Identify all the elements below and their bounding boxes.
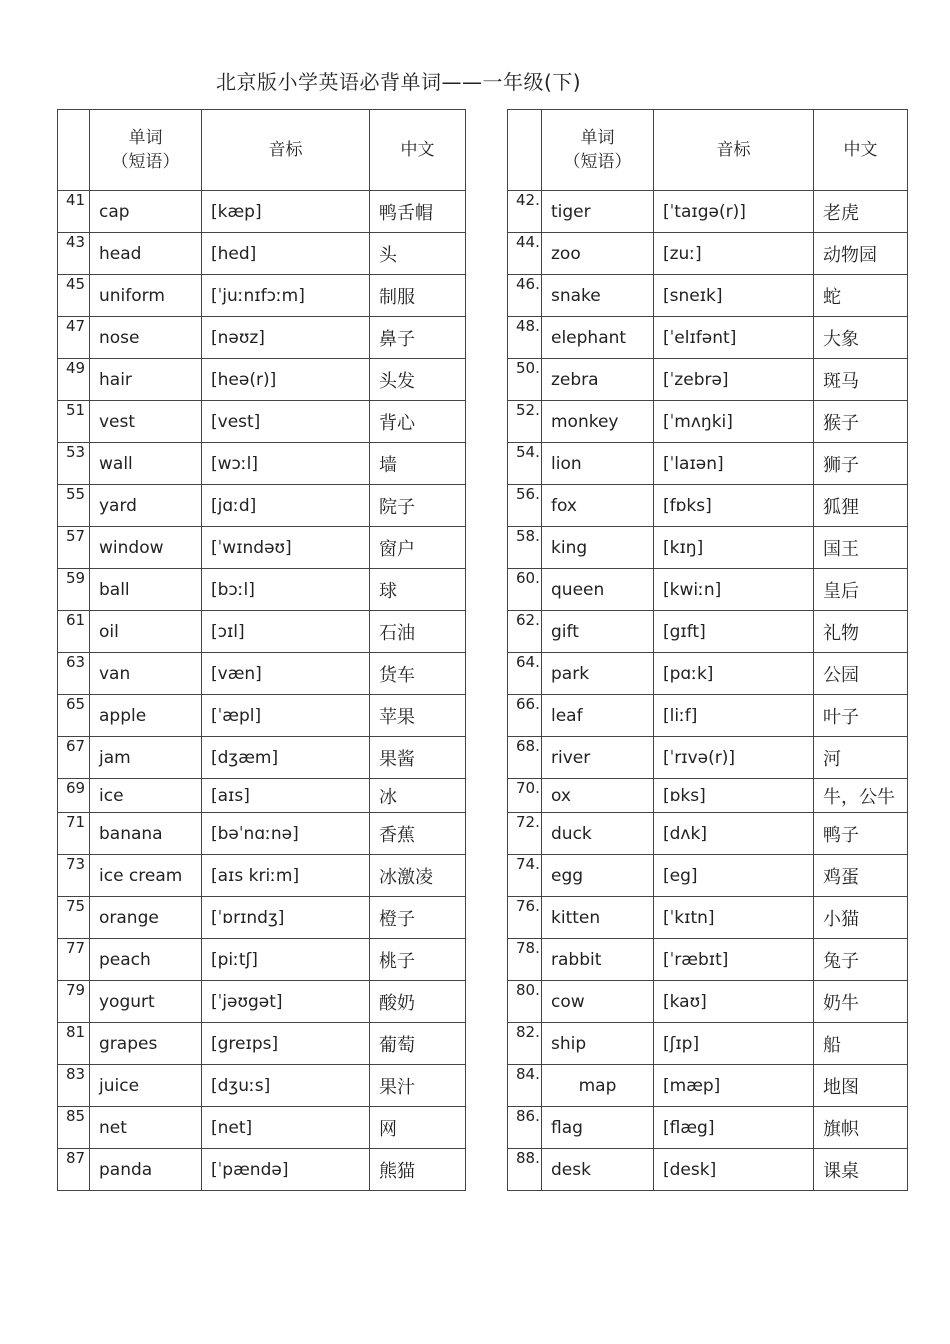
entry-number: 51 xyxy=(58,401,90,443)
table-row xyxy=(508,737,908,779)
entry-number: 52. xyxy=(508,401,542,443)
entry-phonetic: [aɪs kriːm] xyxy=(202,855,370,897)
entry-chinese: 蛇 xyxy=(814,275,908,317)
entry-number: 49 xyxy=(58,359,90,401)
entry-phonetic: [væn] xyxy=(202,653,370,695)
entry-number: 53 xyxy=(58,443,90,485)
entry-word: snake xyxy=(542,275,654,317)
entry-chinese: 窗户 xyxy=(370,527,466,569)
entry-phonetic: [ˈæpl] xyxy=(202,695,370,737)
entry-number: 67 xyxy=(58,737,90,779)
entry-chinese: 石油 xyxy=(370,611,466,653)
entry-number: 50. xyxy=(508,359,542,401)
entry-word: kitten xyxy=(542,897,654,939)
entry-chinese: 动物园 xyxy=(814,233,908,275)
entry-word: jam xyxy=(90,737,202,779)
table-row xyxy=(508,1023,908,1065)
entry-phonetic: [ˈkɪtn] xyxy=(654,897,814,939)
entry-chinese: 小猫 xyxy=(814,897,908,939)
entry-number: 66. xyxy=(508,695,542,737)
entry-number: 48. xyxy=(508,317,542,359)
entry-chinese: 球 xyxy=(370,569,466,611)
table-row xyxy=(58,897,466,939)
entry-word: hair xyxy=(90,359,202,401)
entry-number: 44. xyxy=(508,233,542,275)
entry-chinese: 网 xyxy=(370,1107,466,1149)
entry-number: 45 xyxy=(58,275,90,317)
entry-chinese: 鸡蛋 xyxy=(814,855,908,897)
table-row xyxy=(508,855,908,897)
entry-chinese: 头 xyxy=(370,233,466,275)
entry-number: 63 xyxy=(58,653,90,695)
entry-number: 58. xyxy=(508,527,542,569)
entry-phonetic: [fɒks] xyxy=(654,485,814,527)
table-row xyxy=(508,1065,908,1107)
table-row xyxy=(508,653,908,695)
entry-word: van xyxy=(90,653,202,695)
table-row xyxy=(58,653,466,695)
entry-word: cow xyxy=(542,981,654,1023)
entry-phonetic: [greɪps] xyxy=(202,1023,370,1065)
entry-phonetic: [eg] xyxy=(654,855,814,897)
entry-number: 76. xyxy=(508,897,542,939)
table-row xyxy=(58,855,466,897)
entry-word: tiger xyxy=(542,191,654,233)
entry-word: apple xyxy=(90,695,202,737)
header-cn: 中文 xyxy=(370,110,466,191)
entry-phonetic: [heə(r)] xyxy=(202,359,370,401)
entry-number: 83 xyxy=(58,1065,90,1107)
entry-word: gift xyxy=(542,611,654,653)
table-row xyxy=(508,527,908,569)
entry-word: peach xyxy=(90,939,202,981)
entry-chinese: 墙 xyxy=(370,443,466,485)
entry-number: 43 xyxy=(58,233,90,275)
entry-phonetic: [jɑːd] xyxy=(202,485,370,527)
table-row xyxy=(508,1149,908,1191)
entry-chinese: 船 xyxy=(814,1023,908,1065)
entry-phonetic: [kaʊ] xyxy=(654,981,814,1023)
table-row xyxy=(58,737,466,779)
entry-phonetic: [ˈwɪndəʊ] xyxy=(202,527,370,569)
table-row xyxy=(508,939,908,981)
entry-word: ice cream xyxy=(90,855,202,897)
table-row xyxy=(508,401,908,443)
table-row xyxy=(58,191,466,233)
entry-chinese: 地图 xyxy=(814,1065,908,1107)
entry-phonetic: [piːtʃ] xyxy=(202,939,370,981)
entry-word: flag xyxy=(542,1107,654,1149)
entry-word: orange xyxy=(90,897,202,939)
entry-word: lion xyxy=(542,443,654,485)
entry-number: 79 xyxy=(58,981,90,1023)
entry-phonetic: [aɪs] xyxy=(202,779,370,813)
table-row xyxy=(508,611,908,653)
entry-number: 73 xyxy=(58,855,90,897)
entry-word: monkey xyxy=(542,401,654,443)
entry-chinese: 香蕉 xyxy=(370,813,466,855)
table-row xyxy=(58,1107,466,1149)
entry-word: cap xyxy=(90,191,202,233)
table-row xyxy=(508,569,908,611)
entry-chinese: 奶牛 xyxy=(814,981,908,1023)
entry-phonetic: [ˈræbɪt] xyxy=(654,939,814,981)
header-word-line1: 单词 xyxy=(580,128,615,148)
entry-phonetic: [ʃɪp] xyxy=(654,1023,814,1065)
entry-chinese: 旗帜 xyxy=(814,1107,908,1149)
entry-chinese: 鸭舌帽 xyxy=(370,191,466,233)
entry-chinese: 冰激凌 xyxy=(370,855,466,897)
entry-phonetic: [pɑːk] xyxy=(654,653,814,695)
entry-chinese: 兔子 xyxy=(814,939,908,981)
entry-number: 54. xyxy=(508,443,542,485)
entry-word: ox xyxy=(542,779,654,813)
entry-chinese: 牛，公牛 xyxy=(814,779,908,813)
entry-number: 57 xyxy=(58,527,90,569)
entry-number: 75 xyxy=(58,897,90,939)
table-row xyxy=(508,233,908,275)
table-row xyxy=(508,317,908,359)
entry-word: king xyxy=(542,527,654,569)
entry-phonetic: [flæg] xyxy=(654,1107,814,1149)
header-cn: 中文 xyxy=(814,110,908,191)
entry-phonetic: [dʒæm] xyxy=(202,737,370,779)
entry-number: 71 xyxy=(58,813,90,855)
table-row xyxy=(58,443,466,485)
header-row xyxy=(58,110,466,191)
entry-word: queen xyxy=(542,569,654,611)
entry-word: head xyxy=(90,233,202,275)
table-row xyxy=(508,275,908,317)
entry-number: 47 xyxy=(58,317,90,359)
header-num xyxy=(508,110,542,191)
table-row xyxy=(58,317,466,359)
entry-number: 72. xyxy=(508,813,542,855)
header-num xyxy=(58,110,90,191)
entry-chinese: 狐狸 xyxy=(814,485,908,527)
entry-word: park xyxy=(542,653,654,695)
entry-chinese: 冰 xyxy=(370,779,466,813)
entry-word: fox xyxy=(542,485,654,527)
entry-chinese: 礼物 xyxy=(814,611,908,653)
header-ipa: 音标 xyxy=(202,110,370,191)
entry-phonetic: [kɪŋ] xyxy=(654,527,814,569)
entry-chinese: 酸奶 xyxy=(370,981,466,1023)
table-row xyxy=(508,779,908,813)
entry-phonetic: [ɒks] xyxy=(654,779,814,813)
entry-phonetic: [bəˈnɑːnə] xyxy=(202,813,370,855)
table-row xyxy=(58,611,466,653)
entry-word: river xyxy=(542,737,654,779)
entry-chinese: 狮子 xyxy=(814,443,908,485)
table-row xyxy=(508,359,908,401)
table-row xyxy=(58,981,466,1023)
vocab-table-left-body xyxy=(58,191,466,1191)
entry-word: desk xyxy=(542,1149,654,1191)
entry-chinese: 葡萄 xyxy=(370,1023,466,1065)
table-row xyxy=(58,779,466,813)
entry-number: 62. xyxy=(508,611,542,653)
entry-chinese: 桃子 xyxy=(370,939,466,981)
entry-word: wall xyxy=(90,443,202,485)
entry-phonetic: [hed] xyxy=(202,233,370,275)
entry-word: banana xyxy=(90,813,202,855)
entry-phonetic: [ˈzebrə] xyxy=(654,359,814,401)
entry-number: 69 xyxy=(58,779,90,813)
table-row xyxy=(58,813,466,855)
table-row xyxy=(508,695,908,737)
entry-phonetic: [ˈjuːnɪfɔːm] xyxy=(202,275,370,317)
entry-number: 55 xyxy=(58,485,90,527)
entry-chinese: 橙子 xyxy=(370,897,466,939)
entry-word: juice xyxy=(90,1065,202,1107)
entry-chinese: 皇后 xyxy=(814,569,908,611)
entry-word: grapes xyxy=(90,1023,202,1065)
entry-phonetic: [kwiːn] xyxy=(654,569,814,611)
entry-word: panda xyxy=(90,1149,202,1191)
table-row xyxy=(58,695,466,737)
entry-number: 61 xyxy=(58,611,90,653)
table-row xyxy=(58,939,466,981)
entry-chinese: 果酱 xyxy=(370,737,466,779)
table-row xyxy=(58,1023,466,1065)
entry-number: 65 xyxy=(58,695,90,737)
entry-word: nose xyxy=(90,317,202,359)
entry-word: vest xyxy=(90,401,202,443)
table-row xyxy=(58,359,466,401)
entry-number: 82. xyxy=(508,1023,542,1065)
entry-word: elephant xyxy=(542,317,654,359)
entry-number: 88. xyxy=(508,1149,542,1191)
entry-phonetic: [mæp] xyxy=(654,1065,814,1107)
entry-number: 68. xyxy=(508,737,542,779)
entry-phonetic: [ˈpændə] xyxy=(202,1149,370,1191)
entry-phonetic: [ˈrɪvə(r)] xyxy=(654,737,814,779)
vocab-table-right xyxy=(507,109,908,1191)
table-row xyxy=(508,981,908,1023)
header-word xyxy=(542,110,654,191)
entry-chinese: 背心 xyxy=(370,401,466,443)
entry-word: map xyxy=(542,1065,654,1107)
table-row xyxy=(508,443,908,485)
entry-number: 41 xyxy=(58,191,90,233)
entry-number: 70. xyxy=(508,779,542,813)
entry-number: 78. xyxy=(508,939,542,981)
entry-phonetic: [ˈelɪfənt] xyxy=(654,317,814,359)
entry-phonetic: [vest] xyxy=(202,401,370,443)
entry-chinese: 猴子 xyxy=(814,401,908,443)
entry-chinese: 课桌 xyxy=(814,1149,908,1191)
entry-phonetic: [wɔːl] xyxy=(202,443,370,485)
entry-number: 80. xyxy=(508,981,542,1023)
entry-number: 42. xyxy=(508,191,542,233)
table-row xyxy=(508,1107,908,1149)
entry-phonetic: [gɪft] xyxy=(654,611,814,653)
entry-word: duck xyxy=(542,813,654,855)
header-row xyxy=(508,110,908,191)
entry-chinese: 鸭子 xyxy=(814,813,908,855)
entry-word: net xyxy=(90,1107,202,1149)
entry-word: egg xyxy=(542,855,654,897)
entry-chinese: 老虎 xyxy=(814,191,908,233)
entry-word: zoo xyxy=(542,233,654,275)
entry-chinese: 斑马 xyxy=(814,359,908,401)
entry-number: 84. xyxy=(508,1065,542,1107)
entry-word: zebra xyxy=(542,359,654,401)
entry-chinese: 国王 xyxy=(814,527,908,569)
entry-phonetic: [zuː] xyxy=(654,233,814,275)
vocab-table-left xyxy=(57,109,466,1191)
table-row xyxy=(508,813,908,855)
entry-number: 64. xyxy=(508,653,542,695)
entry-number: 87 xyxy=(58,1149,90,1191)
entry-phonetic: [net] xyxy=(202,1107,370,1149)
table-row xyxy=(58,233,466,275)
entry-word: ship xyxy=(542,1023,654,1065)
entry-number: 56. xyxy=(508,485,542,527)
table-row xyxy=(58,527,466,569)
entry-phonetic: [ˈlaɪən] xyxy=(654,443,814,485)
page-title: 北京版小学英语必背单词——一年级(下) xyxy=(216,70,582,94)
entry-phonetic: [bɔːl] xyxy=(202,569,370,611)
entry-chinese: 鼻子 xyxy=(370,317,466,359)
entry-chinese: 院子 xyxy=(370,485,466,527)
entry-phonetic: [ˈtaɪgə(r)] xyxy=(654,191,814,233)
entry-number: 74. xyxy=(508,855,542,897)
entry-chinese: 公园 xyxy=(814,653,908,695)
entry-phonetic: [ˈjəʊgət] xyxy=(202,981,370,1023)
entry-number: 46. xyxy=(508,275,542,317)
entry-phonetic: [kæp] xyxy=(202,191,370,233)
entry-phonetic: [dʒuːs] xyxy=(202,1065,370,1107)
entry-phonetic: [ˈɒrɪndʒ] xyxy=(202,897,370,939)
entry-phonetic: [nəʊz] xyxy=(202,317,370,359)
table-row xyxy=(58,1065,466,1107)
entry-phonetic: [desk] xyxy=(654,1149,814,1191)
entry-chinese: 熊猫 xyxy=(370,1149,466,1191)
entry-chinese: 头发 xyxy=(370,359,466,401)
entry-phonetic: [ɔɪl] xyxy=(202,611,370,653)
entry-word: yogurt xyxy=(90,981,202,1023)
entry-number: 81 xyxy=(58,1023,90,1065)
entry-chinese: 叶子 xyxy=(814,695,908,737)
vocab-table-right-body xyxy=(508,191,908,1191)
entry-word: leaf xyxy=(542,695,654,737)
header-ipa: 音标 xyxy=(654,110,814,191)
entry-phonetic: [liːf] xyxy=(654,695,814,737)
entry-word: oil xyxy=(90,611,202,653)
entry-word: yard xyxy=(90,485,202,527)
table-row xyxy=(508,191,908,233)
header-word-line2: （短语） xyxy=(563,152,632,172)
entry-chinese: 果汁 xyxy=(370,1065,466,1107)
entry-number: 59 xyxy=(58,569,90,611)
header-word-line1: 单词 xyxy=(128,128,163,148)
entry-phonetic: [ˈmʌŋki] xyxy=(654,401,814,443)
table-row xyxy=(508,897,908,939)
table-row xyxy=(58,1149,466,1191)
entry-word: ice xyxy=(90,779,202,813)
entry-word: rabbit xyxy=(542,939,654,981)
entry-number: 86. xyxy=(508,1107,542,1149)
entry-phonetic: [dʌk] xyxy=(654,813,814,855)
entry-chinese: 制服 xyxy=(370,275,466,317)
header-word-line2: （短语） xyxy=(111,152,180,172)
table-row xyxy=(508,485,908,527)
entry-phonetic: [sneɪk] xyxy=(654,275,814,317)
entry-word: window xyxy=(90,527,202,569)
entry-number: 85 xyxy=(58,1107,90,1149)
entry-word: uniform xyxy=(90,275,202,317)
table-row xyxy=(58,275,466,317)
entry-number: 77 xyxy=(58,939,90,981)
header-word xyxy=(90,110,202,191)
entry-chinese: 苹果 xyxy=(370,695,466,737)
table-row xyxy=(58,401,466,443)
entry-chinese: 大象 xyxy=(814,317,908,359)
entry-word: ball xyxy=(90,569,202,611)
table-row xyxy=(58,485,466,527)
table-row xyxy=(58,569,466,611)
entry-chinese: 河 xyxy=(814,737,908,779)
entry-chinese: 货车 xyxy=(370,653,466,695)
entry-number: 60. xyxy=(508,569,542,611)
